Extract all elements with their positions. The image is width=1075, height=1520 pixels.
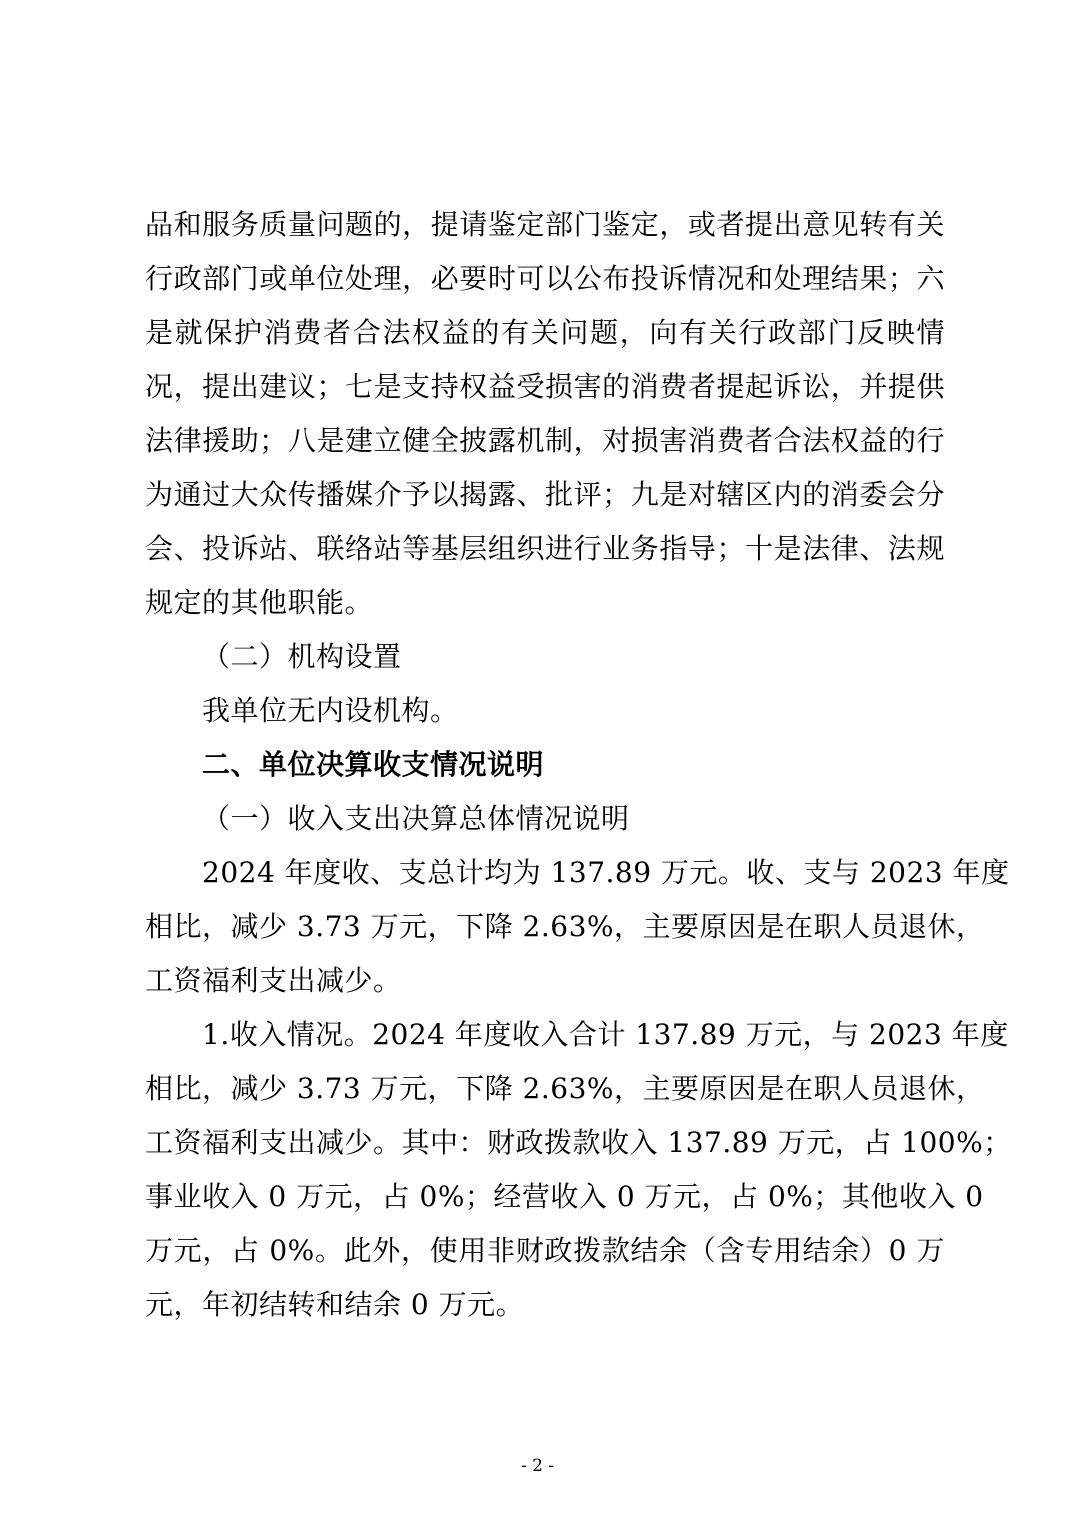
body-text-line: 规定的其他职能。 [145,586,374,619]
body-text-line: 法律援助；八是建立健全披露机制，对损害消费者合法权益的行 [145,424,945,457]
section-heading: 二、单位决算收支情况说明 [202,748,545,781]
body-text-line: 1.收入情况。2024 年度收入合计 137.89 万元，与 2023 年度 [202,1018,1009,1051]
body-text-line: 为通过大众传播媒介予以揭露、批评；九是对辖区内的消委会分 [145,478,945,511]
subsection-heading: （一）收入支出决算总体情况说明 [202,802,630,835]
body-text-line: 相比，减少 3.73 万元，下降 2.63%，主要原因是在职人员退休， [145,1072,985,1105]
subsection-heading: （二）机构设置 [202,640,402,673]
body-text-line: 行政部门或单位处理，必要时可以公布投诉情况和处理结果；六 [145,262,945,295]
body-text-line: 况，提出建议；七是支持权益受损害的消费者提起诉讼，并提供 [145,370,945,403]
body-text-line: 元，年初结转和结余 0 万元。 [145,1288,525,1321]
body-text-line: 万元，占 0%。此外，使用非财政拨款结余（含专用结余）0 万 [145,1234,945,1267]
body-text-line: 工资福利支出减少。其中：财政拨款收入 137.89 万元，占 100%； [145,1126,1012,1159]
body-text-line: 是就保护消费者合法权益的有关问题，向有关行政部门反映情 [145,316,945,349]
body-text-line: 2024 年度收、支总计均为 137.89 万元。收、支与 2023 年度 [202,856,1010,889]
body-text-line: 相比，减少 3.73 万元，下降 2.63%，主要原因是在职人员退休， [145,910,985,943]
body-text-line: 会、投诉站、联络站等基层组织进行业务指导；十是法律、法规 [145,532,945,565]
body-text-line: 我单位无内设机构。 [202,694,459,727]
body-text-line: 工资福利支出减少。 [145,964,402,997]
page-number: - 2 - [520,1456,555,1476]
body-text-line: 事业收入 0 万元，占 0%；经营收入 0 万元，占 0%；其他收入 0 [145,1180,984,1213]
body-text-line: 品和服务质量问题的，提请鉴定部门鉴定，或者提出意见转有关 [145,208,945,241]
